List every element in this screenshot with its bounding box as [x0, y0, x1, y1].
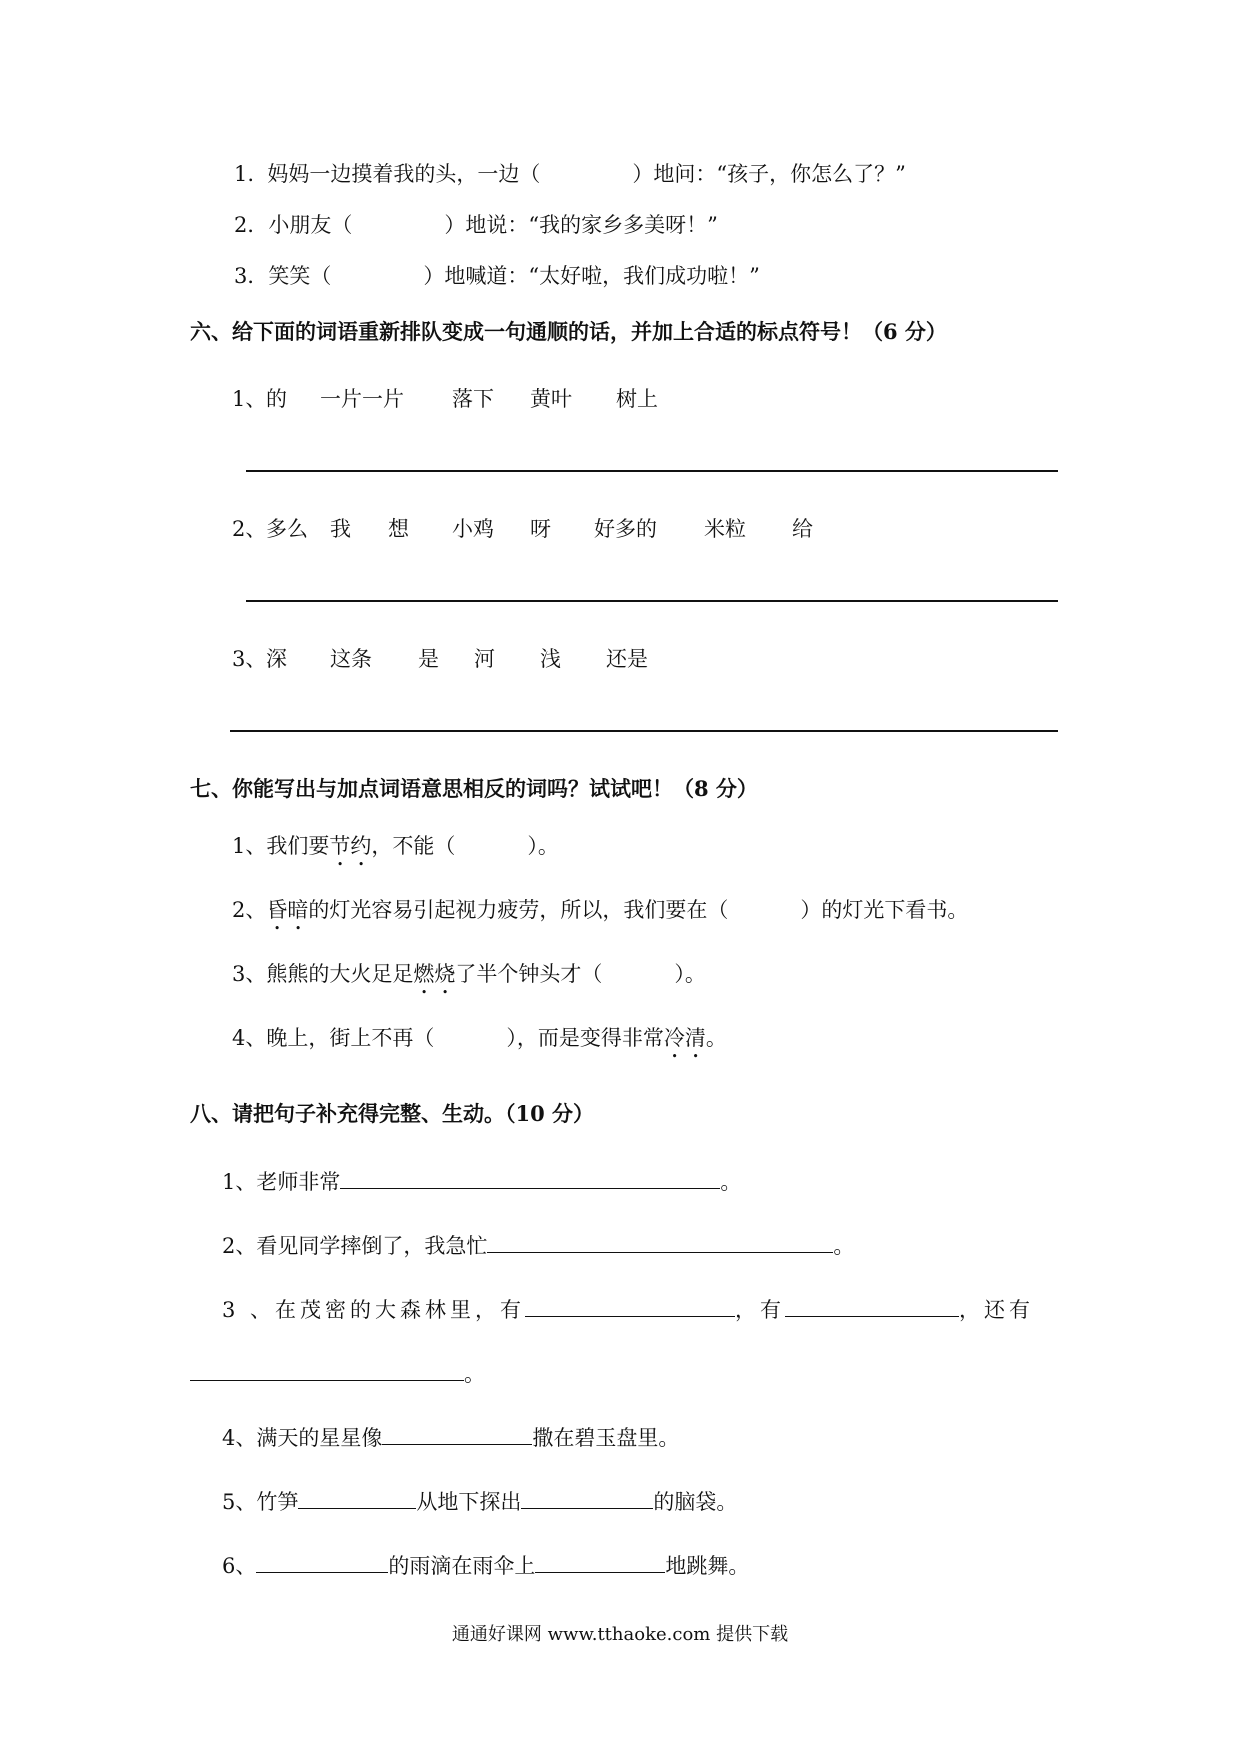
emphasis-word: 节约: [329, 834, 372, 858]
s8-q6-blank[interactable]: [256, 1552, 388, 1573]
s6-q3-word: 深: [266, 647, 287, 671]
page-footer: 通通好课网 www.tthaoke.com 提供下载: [451, 1624, 789, 1645]
s6-q2-word: 小鸡: [452, 517, 494, 541]
s6-q2-num: 2、: [232, 517, 267, 541]
s7-item-1: 1、我们要节约，不能（ ）。: [232, 834, 559, 858]
s6-q3-word: 还是: [606, 647, 648, 671]
s8-q6-blank[interactable]: [535, 1552, 665, 1573]
s8-q5-blank[interactable]: [521, 1488, 653, 1509]
emphasis-word: 燃烧: [413, 962, 456, 986]
s6-q2-word: 好多的: [594, 517, 657, 541]
s6-q3-num: 3、: [232, 647, 267, 671]
s6-q1-word: 的: [266, 387, 287, 411]
s6-q1-num: 1、: [232, 387, 267, 411]
s8-q5-blank[interactable]: [298, 1488, 416, 1509]
s7-item-4: 4、晚上，街上不再（ ），而是变得非常冷清。: [232, 1026, 727, 1050]
s8-q2-blank[interactable]: [487, 1232, 833, 1253]
s5-item-3: 3．笑笑（ ）地喊道：“太好啦，我们成功啦！”: [234, 264, 760, 288]
s8-item-6: 6、 的雨滴在雨伞上 地跳舞。: [222, 1554, 750, 1578]
section8-heading: 八、请把句子补充得完整、生动。（10 分）: [190, 1101, 595, 1126]
s8-item-3-cont: 。: [190, 1360, 485, 1388]
s6-q2-word: 米粒: [704, 517, 746, 541]
s6-q1-word: 一片一片: [320, 387, 404, 411]
s6-q3-word: 河: [474, 647, 495, 671]
s6-q1-word: 落下: [452, 387, 494, 411]
s6-q2-word: 呀: [530, 517, 551, 541]
s7-item-3: 3、熊熊的大火足足燃烧了半个钟头才（ ）。: [232, 962, 706, 986]
s8-q3-blank[interactable]: [785, 1296, 959, 1317]
s8-item-4: 4、满天的星星像 撒在碧玉盘里。: [222, 1426, 680, 1450]
s6-q1-answer-line[interactable]: [246, 470, 1058, 472]
s6-q2-word: 多么: [266, 517, 308, 541]
s7-item-2: 2、昏暗的灯光容易引起视力疲劳，所以，我们要在（ ）的灯光下看书。: [232, 898, 969, 922]
emphasis-word: 昏暗: [266, 898, 309, 922]
s6-q2-word: 想: [388, 517, 409, 541]
s8-q4-blank[interactable]: [382, 1424, 532, 1445]
s5-item-2: 2．小朋友（ ）地说：“我的家乡多美呀！”: [234, 213, 718, 237]
s8-item-5: 5、竹笋 从地下探出 的脑袋。: [222, 1490, 738, 1514]
s6-q3-word: 浅: [540, 647, 561, 671]
s5-item-1: 1. 妈妈一边摸着我的头，一边（ ）地问：“孩子，你怎么了？”: [234, 162, 906, 186]
s6-q3-word: 是: [418, 647, 439, 671]
s6-q2-word: 我: [330, 517, 351, 541]
emphasis-word: 冷清: [663, 1026, 706, 1050]
section6-heading: 六、给下面的词语重新排队变成一句通顺的话，并加上合适的标点符号！（6 分）: [190, 319, 947, 344]
s8-q3-blank[interactable]: [190, 1360, 464, 1381]
s6-q1-word: 树上: [616, 387, 658, 411]
s6-q3-answer-line[interactable]: [230, 730, 1058, 732]
s8-item-2: 2、看见同学摔倒了，我急忙 。: [222, 1234, 855, 1258]
s8-item-1: 1、老师非常 。: [222, 1170, 742, 1194]
s6-q2-word: 给: [792, 517, 813, 541]
s6-q1-word: 黄叶: [530, 387, 572, 411]
section7-heading: 七、你能写出与加点词语意思相反的词吗？试试吧！（8 分）: [190, 776, 758, 801]
s8-q1-blank[interactable]: [340, 1168, 720, 1189]
s8-q3-blank[interactable]: [525, 1296, 735, 1317]
s6-q2-answer-line[interactable]: [246, 600, 1058, 602]
s6-q3-word: 这条: [330, 647, 372, 671]
s8-item-3: 3 、在茂密的大森林里，有 ，有 ，还有: [222, 1298, 1035, 1322]
